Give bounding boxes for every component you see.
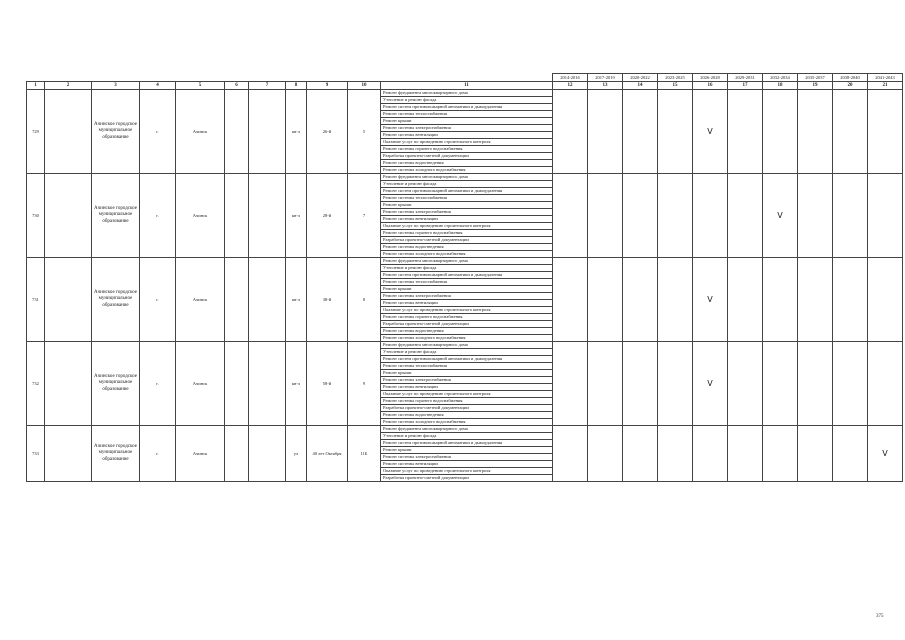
empty-cell xyxy=(45,174,92,258)
period-cell xyxy=(833,174,868,258)
column-number-header: 10 xyxy=(348,82,381,90)
work-type-cell: Разработка проектно-сметной документации xyxy=(381,475,553,482)
header-blank-cell xyxy=(176,74,225,82)
year-period-header: 2020-2022 xyxy=(623,74,658,82)
settlement-name: Ачинск xyxy=(176,90,225,174)
year-period-header: 2041-2043 xyxy=(868,74,903,82)
column-number-header: 1 xyxy=(27,82,45,90)
year-period-header: 2014-2016 xyxy=(553,74,588,82)
street-type: кв-л xyxy=(286,258,307,342)
period-cell xyxy=(798,342,833,426)
house-number: 5 xyxy=(348,90,381,174)
column-number-header: 2 xyxy=(45,82,92,90)
check-mark: V xyxy=(693,342,728,426)
column-number-header: 12 xyxy=(553,82,588,90)
work-type-cell: Ремонт системы вентиляции xyxy=(381,216,553,223)
work-type-cell: Утепление и ремонт фасада xyxy=(381,181,553,188)
header-blank-cell xyxy=(348,74,381,82)
table-row xyxy=(27,258,903,265)
year-period-header: 2029-2031 xyxy=(728,74,763,82)
work-type-cell: Ремонт систем противопожарной автоматики и дымоудаления xyxy=(381,272,553,279)
period-cell xyxy=(798,426,833,482)
period-cell xyxy=(658,342,693,426)
period-cell xyxy=(553,258,588,342)
period-cell xyxy=(763,426,798,482)
empty-cell xyxy=(225,174,249,258)
empty-cell xyxy=(45,258,92,342)
table-row xyxy=(27,426,903,433)
work-type-cell: Утепление и ремонт фасада xyxy=(381,433,553,440)
street-type: кв-л xyxy=(286,174,307,258)
street-name: 28-й xyxy=(307,174,348,258)
work-type-cell: Разработка проектно-сметной документации xyxy=(381,153,553,160)
work-type-cell: Утепление и ремонт фасада xyxy=(381,349,553,356)
work-type-cell: Ремонт системы электроснабжения xyxy=(381,293,553,300)
table-row xyxy=(27,342,903,349)
record-number: 730 xyxy=(27,174,45,258)
period-cell xyxy=(728,258,763,342)
work-type-cell: Ремонт систем противопожарной автоматики и дымоудаления xyxy=(381,188,553,195)
period-cell xyxy=(833,258,868,342)
column-number-header: 14 xyxy=(623,82,658,90)
table-row xyxy=(27,174,903,181)
settlement-type: г. xyxy=(140,342,176,426)
column-number-header: 16 xyxy=(693,82,728,90)
work-type-cell: Ремонт системы теплоснабжения xyxy=(381,195,553,202)
period-cell xyxy=(728,90,763,174)
period-cell xyxy=(553,342,588,426)
work-type-cell: Ремонт системы холодного водоснабжения xyxy=(381,251,553,258)
period-cell xyxy=(728,342,763,426)
street-name: 40 лет Октября xyxy=(307,426,348,482)
header-blank-cell xyxy=(249,74,286,82)
period-cell xyxy=(623,426,658,482)
period-cell xyxy=(868,258,903,342)
work-type-cell: Ремонт системы вентиляции xyxy=(381,384,553,391)
work-type-cell: Ремонт системы электроснабжения xyxy=(381,377,553,384)
settlement-type: г. xyxy=(140,426,176,482)
column-number-header: 3 xyxy=(92,82,140,90)
work-type-cell: Ремонт фундамента многоквартирного дома xyxy=(381,90,553,97)
municipality-name: Ачинское городское муниципальное образование xyxy=(92,258,140,342)
work-type-cell: Ремонт системы горячего водоснабжения xyxy=(381,230,553,237)
municipality-name: Ачинское городское муниципальное образование xyxy=(92,90,140,174)
work-type-cell: Разработка проектно-сметной документации xyxy=(381,405,553,412)
empty-cell xyxy=(45,90,92,174)
column-number-header: 21 xyxy=(868,82,903,90)
settlement-name: Ачинск xyxy=(176,258,225,342)
period-cell xyxy=(623,174,658,258)
year-period-header: 2032-2034 xyxy=(763,74,798,82)
work-type-cell: Ремонт систем противопожарной автоматики и дымоудаления xyxy=(381,104,553,111)
column-number-header: 20 xyxy=(833,82,868,90)
year-period-header: 2035-2037 xyxy=(798,74,833,82)
period-cell xyxy=(658,426,693,482)
empty-cell xyxy=(249,174,286,258)
empty-cell xyxy=(45,426,92,482)
header-blank-cell xyxy=(92,74,140,82)
period-cell xyxy=(693,426,728,482)
header-blank-cell xyxy=(140,74,176,82)
work-type-cell: Ремонт системы горячего водоснабжения xyxy=(381,398,553,405)
empty-cell xyxy=(225,90,249,174)
period-cell xyxy=(553,426,588,482)
year-header-row xyxy=(27,74,903,82)
period-cell xyxy=(833,426,868,482)
house-number: 11Б xyxy=(348,426,381,482)
settlement-type: г. xyxy=(140,258,176,342)
empty-cell xyxy=(249,258,286,342)
record-number: 729 xyxy=(27,90,45,174)
column-number-header: 6 xyxy=(225,82,249,90)
work-type-cell: Ремонт систем противопожарной автоматики и дымоудаления xyxy=(381,356,553,363)
municipality-name: Ачинское городское муниципальное образование xyxy=(92,342,140,426)
period-cell xyxy=(798,90,833,174)
period-cell xyxy=(588,174,623,258)
period-cell xyxy=(588,342,623,426)
work-type-cell: Оказание услуг по проведению строительного контроля xyxy=(381,468,553,475)
period-cell xyxy=(588,90,623,174)
header-blank-cell xyxy=(45,74,92,82)
work-type-cell: Ремонт системы горячего водоснабжения xyxy=(381,146,553,153)
settlement-name: Ачинск xyxy=(176,174,225,258)
period-cell xyxy=(623,258,658,342)
settlement-name: Ачинск xyxy=(176,426,225,482)
empty-cell xyxy=(249,426,286,482)
work-type-cell: Оказание услуг по проведению строительного контроля xyxy=(381,223,553,230)
period-cell xyxy=(868,90,903,174)
period-cell xyxy=(798,174,833,258)
header-blank-cell xyxy=(381,74,553,82)
work-type-cell: Разработка проектно-сметной документации xyxy=(381,321,553,328)
period-cell xyxy=(553,174,588,258)
work-type-cell: Оказание услуг по проведению строительного контроля xyxy=(381,139,553,146)
work-type-cell: Ремонт системы водоотведения xyxy=(381,160,553,167)
work-type-cell: Ремонт системы теплоснабжения xyxy=(381,363,553,370)
work-type-cell: Ремонт системы электроснабжения xyxy=(381,125,553,132)
period-cell xyxy=(658,174,693,258)
work-type-cell: Ремонт крыши xyxy=(381,118,553,125)
year-period-header: 2038-2040 xyxy=(833,74,868,82)
check-mark: V xyxy=(693,90,728,174)
period-cell xyxy=(658,258,693,342)
work-type-cell: Ремонт системы вентиляции xyxy=(381,132,553,139)
settlement-type: г. xyxy=(140,90,176,174)
capital-repair-schedule-table xyxy=(26,73,903,482)
header-blank-cell xyxy=(225,74,249,82)
street-name: 38-й xyxy=(307,258,348,342)
column-number-header: 19 xyxy=(798,82,833,90)
work-type-cell: Ремонт системы водоотведения xyxy=(381,244,553,251)
period-cell xyxy=(868,174,903,258)
header-blank-cell xyxy=(27,74,45,82)
house-number: 7 xyxy=(348,174,381,258)
work-type-cell: Ремонт системы теплоснабжения xyxy=(381,111,553,118)
period-cell xyxy=(833,90,868,174)
work-type-cell: Ремонт системы водоотведения xyxy=(381,328,553,335)
year-period-header: 2017-2019 xyxy=(588,74,623,82)
period-cell xyxy=(588,258,623,342)
check-mark: V xyxy=(693,258,728,342)
column-number-header: 9 xyxy=(307,82,348,90)
work-type-cell: Ремонт крыши xyxy=(381,370,553,377)
work-type-cell: Ремонт системы холодного водоснабжения xyxy=(381,335,553,342)
work-type-cell: Ремонт системы водоотведения xyxy=(381,412,553,419)
period-cell xyxy=(833,342,868,426)
record-number: 733 xyxy=(27,426,45,482)
municipality-name: Ачинское городское муниципальное образование xyxy=(92,174,140,258)
page-number: 375 xyxy=(876,614,884,619)
column-number-header: 4 xyxy=(140,82,176,90)
work-type-cell: Ремонт системы электроснабжения xyxy=(381,209,553,216)
settlement-name: Ачинск xyxy=(176,342,225,426)
period-cell xyxy=(798,258,833,342)
work-type-cell: Ремонт системы электроснабжения xyxy=(381,454,553,461)
work-type-cell: Ремонт систем противопожарной автоматики и дымоудаления xyxy=(381,440,553,447)
settlement-type: г. xyxy=(140,174,176,258)
work-type-cell: Ремонт фундамента многоквартирного дома xyxy=(381,426,553,433)
record-number: 731 xyxy=(27,258,45,342)
empty-cell xyxy=(45,342,92,426)
empty-cell xyxy=(225,258,249,342)
work-type-cell: Ремонт системы горячего водоснабжения xyxy=(381,314,553,321)
work-type-cell: Ремонт крыши xyxy=(381,202,553,209)
house-number: 9 xyxy=(348,342,381,426)
period-cell xyxy=(693,174,728,258)
work-type-cell: Утепление и ремонт фасада xyxy=(381,97,553,104)
column-number-header: 11 xyxy=(381,82,553,90)
work-type-cell: Ремонт системы холодного водоснабжения xyxy=(381,419,553,426)
work-type-cell: Оказание услуг по проведению строительного контроля xyxy=(381,307,553,314)
period-cell xyxy=(728,174,763,258)
period-cell xyxy=(868,342,903,426)
header-blank-cell xyxy=(307,74,348,82)
work-type-cell: Ремонт фундамента многоквартирного дома xyxy=(381,174,553,181)
work-type-cell: Разработка проектно-сметной документации xyxy=(381,237,553,244)
empty-cell xyxy=(225,342,249,426)
empty-cell xyxy=(249,90,286,174)
header-blank-cell xyxy=(286,74,307,82)
street-type: кв-л xyxy=(286,90,307,174)
column-number-header: 17 xyxy=(728,82,763,90)
street-name: 58-й xyxy=(307,342,348,426)
work-type-cell: Ремонт системы вентиляции xyxy=(381,461,553,468)
period-cell xyxy=(588,426,623,482)
table-row xyxy=(27,90,903,97)
empty-cell xyxy=(225,426,249,482)
work-type-cell: Ремонт крыши xyxy=(381,447,553,454)
period-cell xyxy=(763,342,798,426)
column-number-header: 7 xyxy=(249,82,286,90)
work-type-cell: Ремонт системы теплоснабжения xyxy=(381,279,553,286)
street-type: ул xyxy=(286,426,307,482)
period-cell xyxy=(728,426,763,482)
street-name: 26-й xyxy=(307,90,348,174)
year-period-header: 2023-2025 xyxy=(658,74,693,82)
empty-cell xyxy=(249,342,286,426)
period-cell xyxy=(763,90,798,174)
column-number-row xyxy=(27,82,903,90)
period-cell xyxy=(553,90,588,174)
year-period-header: 2026-2028 xyxy=(693,74,728,82)
period-cell xyxy=(623,90,658,174)
work-type-cell: Утепление и ремонт фасада xyxy=(381,265,553,272)
column-number-header: 18 xyxy=(763,82,798,90)
record-number: 732 xyxy=(27,342,45,426)
check-mark: V xyxy=(763,174,798,258)
work-type-cell: Ремонт системы холодного водоснабжения xyxy=(381,167,553,174)
municipality-name: Ачинское городское муниципальное образование xyxy=(92,426,140,482)
work-type-cell: Ремонт фундамента многоквартирного дома xyxy=(381,258,553,265)
street-type: кв-л xyxy=(286,342,307,426)
house-number: 8 xyxy=(348,258,381,342)
work-type-cell: Ремонт системы вентиляции xyxy=(381,300,553,307)
column-number-header: 13 xyxy=(588,82,623,90)
period-cell xyxy=(658,90,693,174)
period-cell xyxy=(623,342,658,426)
work-type-cell: Оказание услуг по проведению строительного контроля xyxy=(381,391,553,398)
work-type-cell: Ремонт крыши xyxy=(381,286,553,293)
column-number-header: 8 xyxy=(286,82,307,90)
column-number-header: 5 xyxy=(176,82,225,90)
check-mark: V xyxy=(868,426,903,482)
work-type-cell: Ремонт фундамента многоквартирного дома xyxy=(381,342,553,349)
period-cell xyxy=(763,258,798,342)
column-number-header: 15 xyxy=(658,82,693,90)
